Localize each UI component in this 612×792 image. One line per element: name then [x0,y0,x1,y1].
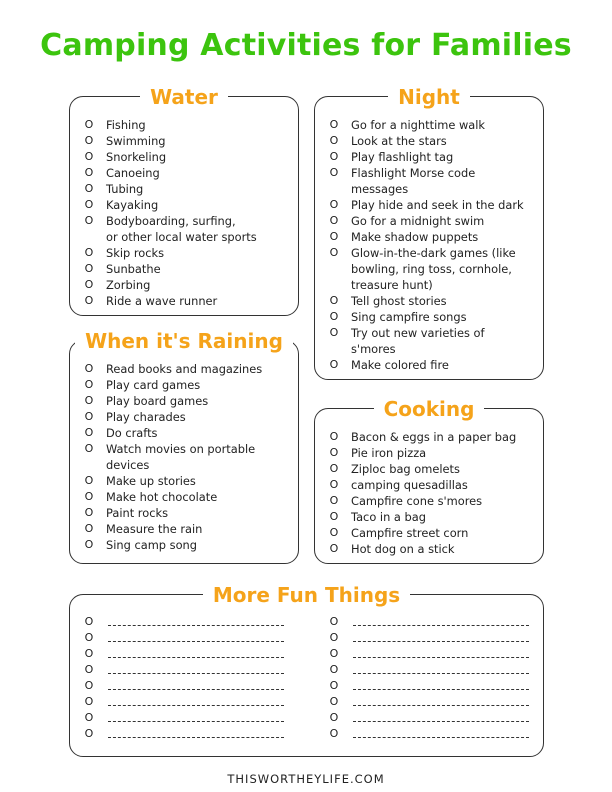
checkbox-circle-icon[interactable]: O [329,542,339,555]
list-item [82,213,290,229]
blank-write-line[interactable] [108,737,284,738]
list-item-label: Make colored fire [351,358,449,372]
checkbox-circle-icon[interactable]: O [84,474,94,487]
checkbox-circle-icon[interactable]: O [329,526,339,539]
checkbox-circle-icon[interactable]: O [329,166,339,179]
water-section [69,85,299,316]
checkbox-circle-icon[interactable]: O [84,727,94,740]
list-item-label: Taco in a bag [351,510,426,524]
list-item-label: Pie iron pizza [351,446,427,460]
blank-write-line[interactable] [108,689,284,690]
list-item [327,429,535,445]
checkbox-circle-icon[interactable]: O [84,294,94,307]
list-item-label: Kayaking [106,198,159,212]
list-item [82,277,290,293]
list-item [327,341,535,357]
blank-write-line[interactable] [353,689,529,690]
list-item [82,117,290,133]
checkbox-circle-icon[interactable]: O [84,506,94,519]
list-item-label: treasure hunt) [351,278,433,292]
raining-heading: When it's Raining [75,326,293,356]
cooking-list [327,429,535,557]
blank-write-line[interactable] [353,641,529,642]
list-item [327,165,535,181]
list-item-label: Glow-in-the-dark games (like [351,246,516,260]
page-title: Camping Activities for Families [40,28,572,63]
checkbox-circle-icon[interactable]: O [84,118,94,131]
list-item [327,277,535,293]
list-item [82,489,290,505]
list-item-label: Flashlight Morse code [351,166,476,180]
blank-write-line[interactable] [353,705,529,706]
checkbox-circle-icon[interactable]: O [84,278,94,291]
more-fun-right-list [327,614,351,742]
checkbox-circle-icon[interactable]: O [329,494,339,507]
night-list [327,117,535,373]
blank-write-line[interactable] [108,625,284,626]
list-item-label: Play flashlight tag [351,150,454,164]
list-item [82,181,290,197]
list-item [82,197,290,213]
list-item-label: Bodyboarding, surfing, [106,214,236,228]
blank-list-item [327,662,351,678]
checkbox-circle-icon[interactable]: O [84,198,94,211]
checkbox-circle-icon[interactable]: O [84,615,94,628]
list-item-label: Ziploc bag omelets [351,462,460,476]
list-item-label: Sunbathe [106,262,161,276]
list-item [82,537,290,553]
checkbox-circle-icon[interactable]: O [84,711,94,724]
blank-write-line[interactable] [108,721,284,722]
list-item-label: Sing camp song [106,538,198,552]
raining-list [82,361,290,553]
checkbox-circle-icon[interactable]: O [329,214,339,227]
list-item-label: Campfire street corn [351,526,469,540]
checkbox-circle-icon[interactable]: O [84,490,94,503]
checkbox-circle-icon[interactable]: O [329,663,339,676]
list-item [82,229,290,245]
more-fun-left-list [82,614,106,742]
list-item [327,197,535,213]
blank-list-item [82,694,106,710]
list-item-label: Do crafts [106,426,158,440]
checkbox-circle-icon[interactable]: O [329,134,339,147]
list-item [327,357,535,373]
blank-list-item [82,630,106,646]
list-item-label: Campfire cone s'mores [351,494,483,508]
list-item-label: Make up stories [106,474,196,488]
checkbox-circle-icon[interactable]: O [84,166,94,179]
list-item-label: Go for a midnight swim [351,214,485,228]
list-item-label: Go for a nighttime walk [351,118,486,132]
list-item-label: s'mores [351,342,396,356]
list-item-label: Play hide and seek in the dark [351,198,524,212]
water-heading: Water [140,82,228,112]
checkbox-circle-icon[interactable]: O [329,230,339,243]
blank-write-line[interactable] [108,657,284,658]
blank-write-line[interactable] [353,721,529,722]
list-item-label: Tell ghost stories [351,294,447,308]
checkbox-circle-icon[interactable]: O [329,430,339,443]
list-item [327,525,535,541]
list-item [327,325,535,341]
list-item-label: Play charades [106,410,186,424]
list-item-label: Read books and magazines [106,362,263,376]
list-item [327,181,535,197]
list-item-label: Watch movies on portable [106,442,256,456]
list-item [327,445,535,461]
blank-list-item [327,630,351,646]
blank-list-item [82,678,106,694]
checkbox-circle-icon[interactable]: O [84,522,94,535]
list-item [327,493,535,509]
list-item-label: Ride a wave runner [106,294,218,308]
more-fun-heading: More Fun Things [203,580,410,610]
checkbox-circle-icon[interactable]: O [329,246,339,259]
list-item [327,261,535,277]
checkbox-circle-icon[interactable]: O [329,118,339,131]
list-item-label: Paint rocks [106,506,169,520]
checkbox-circle-icon[interactable]: O [84,134,94,147]
checkbox-circle-icon[interactable]: O [329,358,339,371]
checkbox-circle-icon[interactable]: O [84,378,94,391]
blank-list-item [327,694,351,710]
list-item [82,393,290,409]
list-item [82,409,290,425]
list-item [82,521,290,537]
list-item-label: camping quesadillas [351,478,468,492]
blank-list-item [82,614,106,630]
checkbox-circle-icon[interactable]: O [329,478,339,491]
blank-list-item [327,726,351,742]
list-item-label: or other local water sports [106,230,257,244]
list-item-label: messages [351,182,409,196]
cooking-section [314,397,544,564]
list-item [82,441,290,457]
checkbox-circle-icon[interactable]: O [84,246,94,259]
list-item [82,165,290,181]
checkbox-circle-icon[interactable]: O [329,326,339,339]
checkbox-circle-icon[interactable]: O [329,310,339,323]
list-item-label: Try out new varieties of [351,326,485,340]
list-item [327,541,535,557]
checkbox-circle-icon[interactable]: O [84,214,94,227]
blank-list-item [327,678,351,694]
checkbox-circle-icon[interactable]: O [84,695,94,708]
list-item [327,477,535,493]
raining-section [69,329,299,564]
list-item [82,361,290,377]
list-item-label: Make shadow puppets [351,230,479,244]
water-list [82,117,290,309]
checkbox-circle-icon[interactable]: O [329,711,339,724]
blank-write-line[interactable] [353,625,529,626]
list-item [327,149,535,165]
checkbox-circle-icon[interactable]: O [329,462,339,475]
blank-write-line[interactable] [353,673,529,674]
checkbox-circle-icon[interactable]: O [329,695,339,708]
blank-list-item [82,726,106,742]
blank-write-line[interactable] [108,673,284,674]
checkbox-circle-icon[interactable]: O [84,150,94,163]
list-item [327,309,535,325]
list-item [327,293,535,309]
checkbox-circle-icon[interactable]: O [84,538,94,551]
list-item-label: Snorkeling [106,150,167,164]
list-item [82,261,290,277]
list-item [327,509,535,525]
checkbox-circle-icon[interactable]: O [329,727,339,740]
checkbox-circle-icon[interactable]: O [329,446,339,459]
blank-list-item [82,662,106,678]
list-item-label: Play board games [106,394,209,408]
blank-list-item [327,614,351,630]
list-item-label: Look at the stars [351,134,447,148]
list-item-label: Bacon & eggs in a paper bag [351,430,517,444]
list-item [82,245,290,261]
list-item [327,461,535,477]
checkbox-circle-icon[interactable]: O [329,294,339,307]
list-item-label: Canoeing [106,166,160,180]
list-item [82,149,290,165]
checkbox-circle-icon[interactable]: O [329,510,339,523]
checkbox-circle-icon[interactable]: O [84,262,94,275]
blank-list-item [327,646,351,662]
list-item [327,213,535,229]
blank-write-line[interactable] [108,641,284,642]
list-item [82,457,290,473]
list-item-label: bowling, ring toss, cornhole, [351,262,512,276]
list-item [82,377,290,393]
checkbox-circle-icon[interactable]: O [329,615,339,628]
list-item-label: Skip rocks [106,246,165,260]
list-item-label: Swimming [106,134,166,148]
blank-write-line[interactable] [353,737,529,738]
night-heading: Night [388,82,470,112]
blank-list-item [82,646,106,662]
list-item [327,133,535,149]
checkbox-circle-icon[interactable]: O [84,679,94,692]
blank-write-line[interactable] [108,705,284,706]
list-item-label: Hot dog on a stick [351,542,455,556]
list-item-label: Sing campfire songs [351,310,467,324]
checkbox-circle-icon[interactable]: O [84,410,94,423]
checkbox-circle-icon[interactable]: O [84,394,94,407]
checkbox-circle-icon[interactable]: O [84,631,94,644]
list-item [327,117,535,133]
checkbox-circle-icon[interactable]: O [84,182,94,195]
list-item-label: Make hot chocolate [106,490,218,504]
night-section [314,85,544,380]
list-item [82,505,290,521]
blank-list-item [82,710,106,726]
list-item-label: Tubing [106,182,144,196]
checkbox-circle-icon[interactable]: O [84,663,94,676]
list-item-label: Measure the rain [106,522,203,536]
list-item [327,245,535,261]
checkbox-circle-icon[interactable]: O [329,679,339,692]
checkbox-circle-icon[interactable]: O [329,150,339,163]
list-item [327,229,535,245]
list-item-label: devices [106,458,150,472]
list-item [82,133,290,149]
cooking-heading: Cooking [374,394,485,424]
list-item [82,473,290,489]
footer-site: THISWORTHEYLIFE.COM [227,772,385,786]
more-fun-section [69,583,544,757]
checkbox-circle-icon[interactable]: O [84,362,94,375]
checkbox-circle-icon[interactable]: O [329,198,339,211]
list-item-label: Zorbing [106,278,151,292]
list-item-label: Fishing [106,118,146,132]
list-item [82,293,290,309]
checkbox-circle-icon[interactable]: O [84,426,94,439]
checkbox-circle-icon[interactable]: O [84,647,94,660]
checkbox-circle-icon[interactable]: O [84,442,94,455]
list-item-label: Play card games [106,378,201,392]
blank-write-line[interactable] [353,657,529,658]
checkbox-circle-icon[interactable]: O [329,647,339,660]
blank-list-item [327,710,351,726]
checkbox-circle-icon[interactable]: O [329,631,339,644]
list-item [82,425,290,441]
